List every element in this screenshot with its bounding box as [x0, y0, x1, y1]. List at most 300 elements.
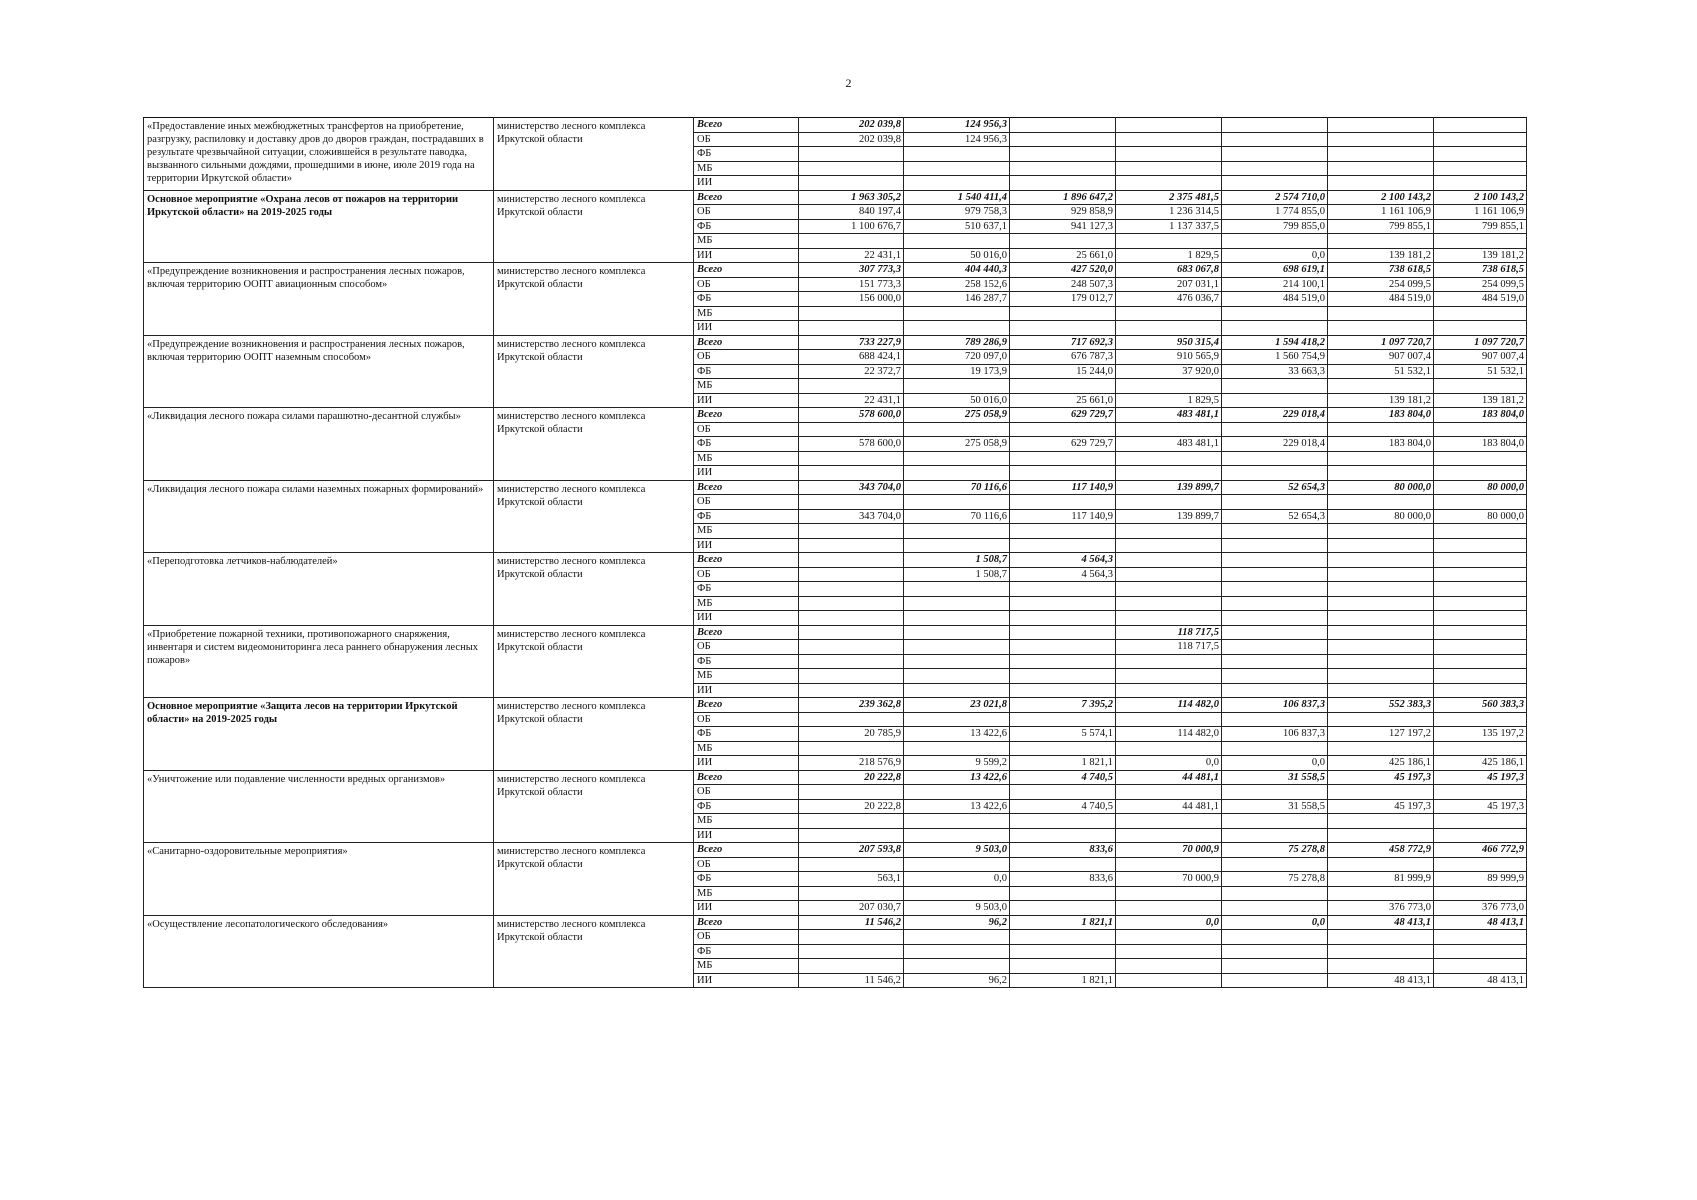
- measure-name: «Санитарно-оздоровительные мероприятия»: [144, 843, 494, 916]
- funding-source: ИИ: [694, 611, 799, 626]
- amount-cell: [1116, 524, 1222, 539]
- executor-name: министерство лесного комплекса Иркутской области: [494, 625, 694, 698]
- amount-cell: [1434, 886, 1527, 901]
- amount-cell: 117 140,9: [1010, 480, 1116, 495]
- amount-cell: [1434, 176, 1527, 191]
- amount-cell: 20 785,9: [799, 727, 904, 742]
- amount-cell: 70 000,9: [1116, 843, 1222, 858]
- amount-cell: [1328, 582, 1434, 597]
- amount-cell: 139 181,2: [1434, 248, 1527, 263]
- amount-cell: [904, 669, 1010, 684]
- amount-cell: 80 000,0: [1328, 509, 1434, 524]
- funding-source: Всего: [694, 843, 799, 858]
- funding-source: МБ: [694, 234, 799, 249]
- amount-cell: [1116, 683, 1222, 698]
- amount-cell: [1222, 785, 1328, 800]
- amount-cell: 9 503,0: [904, 901, 1010, 916]
- amount-cell: [1434, 306, 1527, 321]
- amount-cell: [1328, 306, 1434, 321]
- amount-cell: 183 804,0: [1328, 437, 1434, 452]
- amount-cell: 0,0: [1116, 915, 1222, 930]
- funding-source: ИИ: [694, 683, 799, 698]
- amount-cell: [799, 147, 904, 162]
- amount-cell: [1010, 466, 1116, 481]
- amount-cell: 1 137 337,5: [1116, 219, 1222, 234]
- amount-cell: [799, 828, 904, 843]
- amount-cell: [799, 538, 904, 553]
- amount-cell: [799, 654, 904, 669]
- amount-cell: 343 704,0: [799, 480, 904, 495]
- amount-cell: 307 773,3: [799, 263, 904, 278]
- funding-source: ИИ: [694, 176, 799, 191]
- amount-cell: [1010, 379, 1116, 394]
- amount-cell: 698 619,1: [1222, 263, 1328, 278]
- amount-cell: 13 422,6: [904, 770, 1010, 785]
- amount-cell: 75 278,8: [1222, 843, 1328, 858]
- amount-cell: [1328, 596, 1434, 611]
- amount-cell: 552 383,3: [1328, 698, 1434, 713]
- amount-cell: [1010, 596, 1116, 611]
- amount-cell: [799, 944, 904, 959]
- amount-cell: [1116, 321, 1222, 336]
- amount-cell: [904, 538, 1010, 553]
- amount-cell: [1222, 973, 1328, 988]
- measure-name: Основное мероприятие «Защита лесов на территории Иркутской области» на 2019-2025 годы: [144, 698, 494, 771]
- amount-cell: [1434, 234, 1527, 249]
- amount-cell: 15 244,0: [1010, 364, 1116, 379]
- funding-source: Всего: [694, 553, 799, 568]
- amount-cell: [1328, 944, 1434, 959]
- amount-cell: [1328, 147, 1434, 162]
- executor-name: министерство лесного комплекса Иркутской области: [494, 480, 694, 553]
- amount-cell: 1 963 305,2: [799, 190, 904, 205]
- funding-source: Всего: [694, 118, 799, 133]
- amount-cell: 48 413,1: [1434, 973, 1527, 988]
- amount-cell: 151 773,3: [799, 277, 904, 292]
- amount-cell: [904, 712, 1010, 727]
- amount-cell: [799, 857, 904, 872]
- funding-source: ИИ: [694, 828, 799, 843]
- funding-source: ОБ: [694, 205, 799, 220]
- amount-cell: [1434, 944, 1527, 959]
- amount-cell: [799, 611, 904, 626]
- measure-name: «Уничтожение или подавление численности вредных организмов»: [144, 770, 494, 843]
- amount-cell: [904, 379, 1010, 394]
- amount-cell: [1434, 785, 1527, 800]
- amount-cell: [1116, 973, 1222, 988]
- amount-cell: [1434, 857, 1527, 872]
- amount-cell: [1010, 857, 1116, 872]
- amount-cell: 52 654,3: [1222, 480, 1328, 495]
- amount-cell: 207 030,7: [799, 901, 904, 916]
- executor-name: министерство лесного комплекса Иркутской области: [494, 408, 694, 481]
- amount-cell: 45 197,3: [1434, 799, 1527, 814]
- funding-source: ИИ: [694, 538, 799, 553]
- funding-source: ОБ: [694, 495, 799, 510]
- amount-cell: [904, 814, 1010, 829]
- amount-cell: 75 278,8: [1222, 872, 1328, 887]
- amount-cell: 629 729,7: [1010, 408, 1116, 423]
- amount-cell: [1116, 712, 1222, 727]
- amount-cell: 2 100 143,2: [1328, 190, 1434, 205]
- amount-cell: 0,0: [1222, 915, 1328, 930]
- amount-cell: 425 186,1: [1434, 756, 1527, 771]
- funding-source: МБ: [694, 596, 799, 611]
- amount-cell: [799, 422, 904, 437]
- table-row: [144, 843, 1527, 858]
- amount-cell: [799, 886, 904, 901]
- amount-cell: 275 058,9: [904, 437, 1010, 452]
- amount-cell: [1010, 147, 1116, 162]
- amount-cell: [1434, 538, 1527, 553]
- amount-cell: 466 772,9: [1434, 843, 1527, 858]
- amount-cell: 48 413,1: [1328, 915, 1434, 930]
- amount-cell: [904, 422, 1010, 437]
- amount-cell: [1328, 161, 1434, 176]
- amount-cell: [1010, 422, 1116, 437]
- amount-cell: 106 837,3: [1222, 698, 1328, 713]
- amount-cell: [1116, 161, 1222, 176]
- measure-name: Основное мероприятие «Охрана лесов от пожаров на территории Иркутской области» на 2019-2025 годы: [144, 190, 494, 263]
- amount-cell: [1434, 669, 1527, 684]
- amount-cell: 9 599,2: [904, 756, 1010, 771]
- amount-cell: 1 821,1: [1010, 915, 1116, 930]
- amount-cell: 48 413,1: [1434, 915, 1527, 930]
- amount-cell: [1010, 582, 1116, 597]
- amount-cell: [1010, 640, 1116, 655]
- amount-cell: 563,1: [799, 872, 904, 887]
- amount-cell: [1222, 451, 1328, 466]
- amount-cell: [799, 741, 904, 756]
- amount-cell: 80 000,0: [1328, 480, 1434, 495]
- amount-cell: [1116, 654, 1222, 669]
- amount-cell: [904, 611, 1010, 626]
- amount-cell: [1328, 669, 1434, 684]
- amount-cell: 907 007,4: [1328, 350, 1434, 365]
- funding-source: Всего: [694, 190, 799, 205]
- amount-cell: [799, 596, 904, 611]
- amount-cell: [1010, 451, 1116, 466]
- amount-cell: 833,6: [1010, 843, 1116, 858]
- amount-cell: [1010, 176, 1116, 191]
- amount-cell: 229 018,4: [1222, 408, 1328, 423]
- amount-cell: [1010, 306, 1116, 321]
- amount-cell: 789 286,9: [904, 335, 1010, 350]
- funding-source: ОБ: [694, 785, 799, 800]
- amount-cell: [1116, 828, 1222, 843]
- amount-cell: [1222, 669, 1328, 684]
- amount-cell: 425 186,1: [1328, 756, 1434, 771]
- amount-cell: 114 482,0: [1116, 727, 1222, 742]
- amount-cell: [1010, 785, 1116, 800]
- amount-cell: 114 482,0: [1116, 698, 1222, 713]
- amount-cell: [799, 176, 904, 191]
- amount-cell: [1434, 147, 1527, 162]
- amount-cell: 404 440,3: [904, 263, 1010, 278]
- measure-name: «Предупреждение возникновения и распространения лесных пожаров, включая территорию ООПТ наземным способом»: [144, 335, 494, 408]
- amount-cell: [1328, 466, 1434, 481]
- amount-cell: [1222, 611, 1328, 626]
- amount-cell: [799, 567, 904, 582]
- amount-cell: 183 804,0: [1328, 408, 1434, 423]
- executor-name: министерство лесного комплекса Иркутской области: [494, 915, 694, 988]
- amount-cell: [1116, 669, 1222, 684]
- amount-cell: 799 855,1: [1434, 219, 1527, 234]
- amount-cell: [1434, 741, 1527, 756]
- amount-cell: [1222, 466, 1328, 481]
- amount-cell: [1434, 596, 1527, 611]
- amount-cell: [1222, 886, 1328, 901]
- amount-cell: 1 161 106,9: [1328, 205, 1434, 220]
- amount-cell: 44 481,1: [1116, 770, 1222, 785]
- amount-cell: [799, 959, 904, 974]
- amount-cell: [1010, 524, 1116, 539]
- amount-cell: [1222, 814, 1328, 829]
- amount-cell: [1222, 393, 1328, 408]
- amount-cell: [1328, 524, 1434, 539]
- executor-name: министерство лесного комплекса Иркутской области: [494, 118, 694, 191]
- amount-cell: [1328, 234, 1434, 249]
- amount-cell: [799, 495, 904, 510]
- amount-cell: [799, 683, 904, 698]
- funding-source: ОБ: [694, 567, 799, 582]
- amount-cell: 799 855,1: [1328, 219, 1434, 234]
- amount-cell: 1 100 676,7: [799, 219, 904, 234]
- amount-cell: [1222, 741, 1328, 756]
- amount-cell: 738 618,5: [1434, 263, 1527, 278]
- amount-cell: 1 560 754,9: [1222, 350, 1328, 365]
- amount-cell: [1010, 161, 1116, 176]
- funding-source: ФБ: [694, 582, 799, 597]
- amount-cell: 22 431,1: [799, 248, 904, 263]
- amount-cell: [1116, 886, 1222, 901]
- amount-cell: [1116, 944, 1222, 959]
- amount-cell: 70 000,9: [1116, 872, 1222, 887]
- amount-cell: [799, 466, 904, 481]
- funding-source: Всего: [694, 480, 799, 495]
- amount-cell: [1434, 611, 1527, 626]
- amount-cell: [1434, 524, 1527, 539]
- amount-cell: 950 315,4: [1116, 335, 1222, 350]
- amount-cell: [1010, 712, 1116, 727]
- amount-cell: [1116, 553, 1222, 568]
- amount-cell: 427 520,0: [1010, 263, 1116, 278]
- amount-cell: 156 000,0: [799, 292, 904, 307]
- amount-cell: [1434, 683, 1527, 698]
- funding-source: МБ: [694, 451, 799, 466]
- amount-cell: [904, 147, 1010, 162]
- amount-cell: 207 593,8: [799, 843, 904, 858]
- amount-cell: [1434, 640, 1527, 655]
- amount-cell: [1116, 959, 1222, 974]
- amount-cell: 254 099,5: [1328, 277, 1434, 292]
- amount-cell: 476 036,7: [1116, 292, 1222, 307]
- amount-cell: [1010, 901, 1116, 916]
- amount-cell: [1116, 466, 1222, 481]
- amount-cell: [1434, 161, 1527, 176]
- amount-cell: [1222, 161, 1328, 176]
- amount-cell: 5 574,1: [1010, 727, 1116, 742]
- executor-name: министерство лесного комплекса Иркутской области: [494, 698, 694, 771]
- funding-source: ИИ: [694, 248, 799, 263]
- amount-cell: [1010, 959, 1116, 974]
- amount-cell: 629 729,7: [1010, 437, 1116, 452]
- amount-cell: [1328, 611, 1434, 626]
- amount-cell: [1116, 234, 1222, 249]
- amount-cell: [1116, 611, 1222, 626]
- amount-cell: 89 999,9: [1434, 872, 1527, 887]
- amount-cell: [1328, 741, 1434, 756]
- amount-cell: 484 519,0: [1434, 292, 1527, 307]
- funding-source: ИИ: [694, 973, 799, 988]
- amount-cell: 33 663,3: [1222, 364, 1328, 379]
- amount-cell: [1434, 321, 1527, 336]
- amount-cell: 31 558,5: [1222, 770, 1328, 785]
- amount-cell: [1328, 959, 1434, 974]
- amount-cell: [904, 828, 1010, 843]
- amount-cell: 1 821,1: [1010, 756, 1116, 771]
- amount-cell: 1 829,5: [1116, 248, 1222, 263]
- amount-cell: [1116, 596, 1222, 611]
- amount-cell: [799, 640, 904, 655]
- measure-name: «Предупреждение возникновения и распространения лесных пожаров, включая территорию ООПТ авиационным способом»: [144, 263, 494, 336]
- amount-cell: [904, 596, 1010, 611]
- amount-cell: 118 717,5: [1116, 625, 1222, 640]
- table-row: [144, 263, 1527, 278]
- funding-source: Всего: [694, 625, 799, 640]
- amount-cell: 81 999,9: [1328, 872, 1434, 887]
- amount-cell: [904, 654, 1010, 669]
- amount-cell: 578 600,0: [799, 437, 904, 452]
- amount-cell: 254 099,5: [1434, 277, 1527, 292]
- funding-source: ОБ: [694, 132, 799, 147]
- amount-cell: 0,0: [904, 872, 1010, 887]
- amount-cell: 51 532,1: [1328, 364, 1434, 379]
- amount-cell: [1116, 306, 1222, 321]
- amount-cell: 343 704,0: [799, 509, 904, 524]
- funding-source: Всего: [694, 263, 799, 278]
- amount-cell: [1222, 712, 1328, 727]
- amount-cell: [1222, 147, 1328, 162]
- amount-cell: [1434, 495, 1527, 510]
- amount-cell: 733 227,9: [799, 335, 904, 350]
- amount-cell: [904, 886, 1010, 901]
- measure-name: «Приобретение пожарной техники, противопожарного снаряжения, инвентаря и систем видеомониторинга леса раннего обнаружения лесных пожаров»: [144, 625, 494, 698]
- amount-cell: 124 956,3: [904, 118, 1010, 133]
- amount-cell: [904, 451, 1010, 466]
- measure-name: «Предоставление иных межбюджетных трансфертов на приобретение, разгрузку, распиловку и доставку дров до дворов граждан, пострадавших в результате чрезвычайной ситуации, сложившейся в результате паводка, вызванного сильными дождями, прошедшими в июне, июле 2019 года на территории Иркутской области»: [144, 118, 494, 191]
- amount-cell: 146 287,7: [904, 292, 1010, 307]
- amount-cell: [799, 582, 904, 597]
- amount-cell: [1010, 321, 1116, 336]
- amount-cell: [799, 712, 904, 727]
- amount-cell: [799, 669, 904, 684]
- amount-cell: [1116, 451, 1222, 466]
- amount-cell: [1222, 901, 1328, 916]
- amount-cell: 139 899,7: [1116, 509, 1222, 524]
- budget-table: [143, 117, 1527, 988]
- amount-cell: 1 236 314,5: [1116, 205, 1222, 220]
- amount-cell: 1 508,7: [904, 553, 1010, 568]
- amount-cell: [1010, 944, 1116, 959]
- amount-cell: [1222, 625, 1328, 640]
- amount-cell: 275 058,9: [904, 408, 1010, 423]
- amount-cell: [799, 379, 904, 394]
- amount-cell: 139 181,2: [1328, 393, 1434, 408]
- amount-cell: [1222, 553, 1328, 568]
- amount-cell: [799, 451, 904, 466]
- measure-name: «Переподготовка летчиков-наблюдателей»: [144, 553, 494, 626]
- amount-cell: [1434, 625, 1527, 640]
- table-row: [144, 698, 1527, 713]
- amount-cell: [1328, 567, 1434, 582]
- amount-cell: 239 362,8: [799, 698, 904, 713]
- amount-cell: 80 000,0: [1434, 509, 1527, 524]
- table-row: [144, 770, 1527, 785]
- amount-cell: [799, 785, 904, 800]
- amount-cell: [1434, 422, 1527, 437]
- amount-cell: 124 956,3: [904, 132, 1010, 147]
- amount-cell: [1222, 640, 1328, 655]
- funding-source: ОБ: [694, 277, 799, 292]
- amount-cell: [1222, 582, 1328, 597]
- amount-cell: [1116, 567, 1222, 582]
- table-body: [144, 118, 1527, 988]
- amount-cell: [799, 234, 904, 249]
- amount-cell: [904, 306, 1010, 321]
- amount-cell: 70 116,6: [904, 480, 1010, 495]
- amount-cell: 941 127,3: [1010, 219, 1116, 234]
- amount-cell: [1116, 582, 1222, 597]
- amount-cell: 2 574 710,0: [1222, 190, 1328, 205]
- amount-cell: 929 858,9: [1010, 205, 1116, 220]
- amount-cell: [1434, 132, 1527, 147]
- amount-cell: 13 422,6: [904, 727, 1010, 742]
- amount-cell: 20 222,8: [799, 799, 904, 814]
- amount-cell: 7 395,2: [1010, 698, 1116, 713]
- funding-source: ОБ: [694, 930, 799, 945]
- amount-cell: [1222, 321, 1328, 336]
- table-row: [144, 335, 1527, 350]
- amount-cell: 4 740,5: [1010, 770, 1116, 785]
- amount-cell: [1010, 234, 1116, 249]
- amount-cell: 13 422,6: [904, 799, 1010, 814]
- funding-source: ОБ: [694, 640, 799, 655]
- amount-cell: [904, 930, 1010, 945]
- amount-cell: 22 431,1: [799, 393, 904, 408]
- amount-cell: 202 039,8: [799, 118, 904, 133]
- funding-source: ФБ: [694, 437, 799, 452]
- funding-source: Всего: [694, 408, 799, 423]
- amount-cell: [1328, 118, 1434, 133]
- amount-cell: [1010, 814, 1116, 829]
- amount-cell: [1116, 785, 1222, 800]
- funding-source: ФБ: [694, 727, 799, 742]
- amount-cell: [1010, 930, 1116, 945]
- amount-cell: [1116, 422, 1222, 437]
- funding-source: МБ: [694, 814, 799, 829]
- amount-cell: [904, 944, 1010, 959]
- amount-cell: [1328, 886, 1434, 901]
- amount-cell: [1328, 712, 1434, 727]
- amount-cell: [1434, 828, 1527, 843]
- amount-cell: [1116, 857, 1222, 872]
- amount-cell: 4 564,3: [1010, 567, 1116, 582]
- amount-cell: 1 508,7: [904, 567, 1010, 582]
- amount-cell: 907 007,4: [1434, 350, 1527, 365]
- amount-cell: 50 016,0: [904, 393, 1010, 408]
- amount-cell: [1222, 495, 1328, 510]
